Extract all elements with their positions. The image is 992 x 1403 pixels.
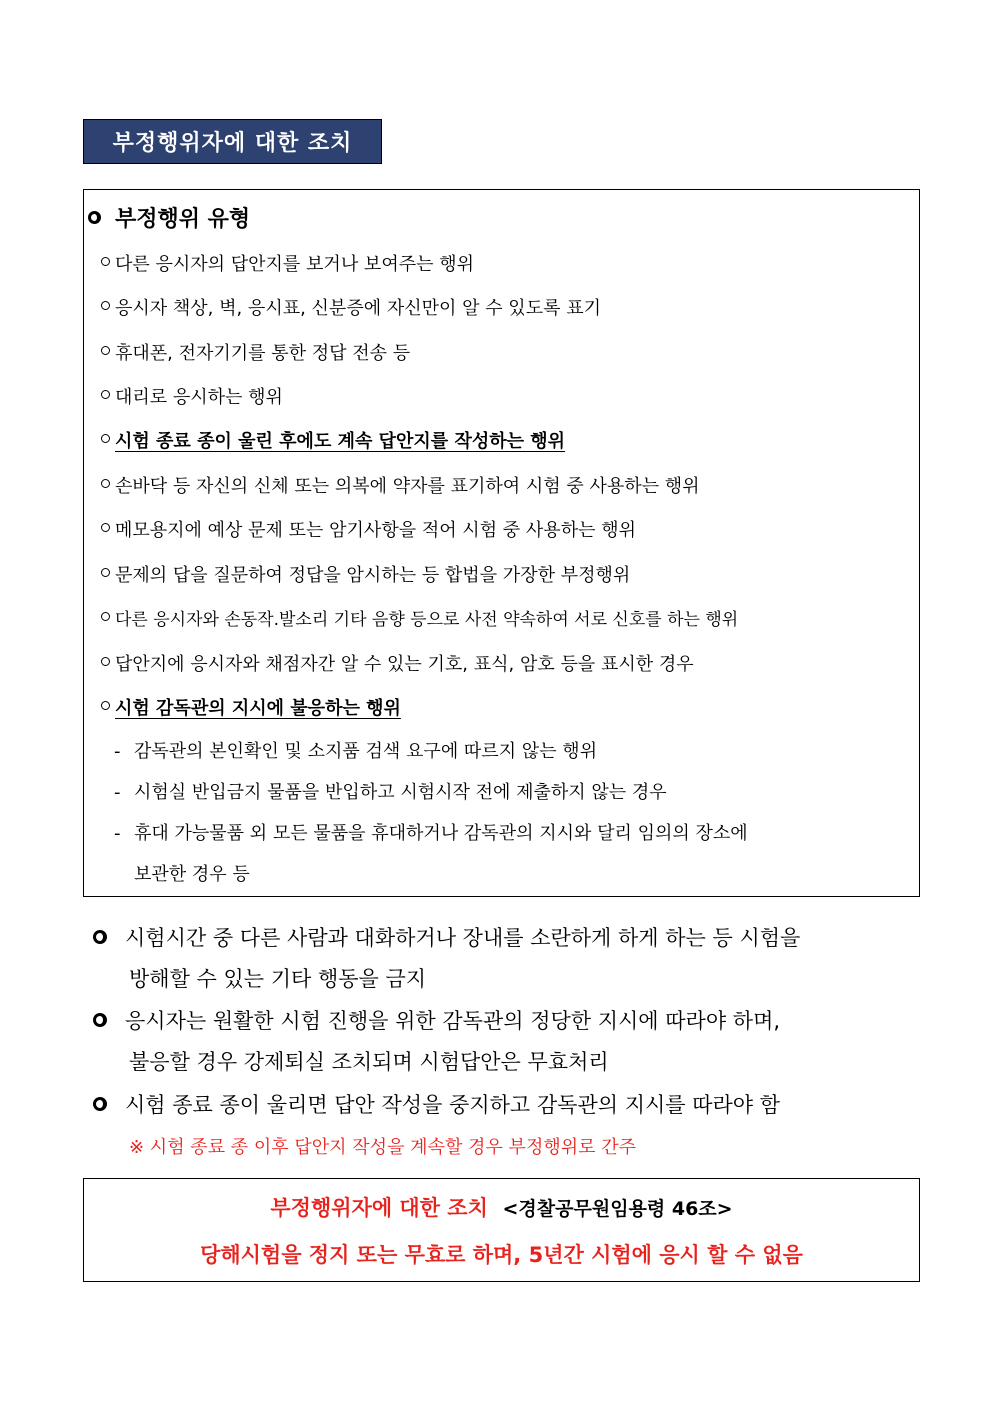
- rule-item: [93, 1089, 780, 1119]
- list-item: [101, 250, 474, 276]
- list-item: [101, 294, 601, 320]
- list-item-text: 시험 종료 종이 울린 후에도 계속 답안지를 작성하는 행위: [115, 431, 566, 452]
- list-item-text: 다른 응시자의 답안지를 보거나 보여주는 행위: [115, 254, 474, 275]
- list-item-text: 다른 응시자와 손동작.발소리 기타 음향 등으로 사전 약속하여 서로 신호를 하는 행위: [115, 610, 739, 630]
- section-heading: [88, 202, 250, 233]
- misconduct-types-box: [83, 189, 920, 897]
- bullet-icon: [101, 701, 110, 710]
- rule-continuation: 불응할 경우 강제퇴실 조치되며 시험답안은 무효처리: [129, 1050, 609, 1074]
- list-item-text: 휴대폰, 전자기기를 통한 정답 전송 등: [115, 343, 411, 364]
- list-item-emphasized: [101, 427, 565, 453]
- penalty-text: 당해시험을 정지 또는 무효로 하며, 5년간 시험에 응시 할 수 없음: [200, 1243, 803, 1267]
- rule-text: 시험시간 중 다른 사람과 대화하거나 장내를 소란하게 하게 하는 등 시험을: [125, 926, 801, 950]
- dash-bullet: -: [114, 741, 121, 762]
- penalty-title: [84, 1192, 919, 1222]
- bullet-icon: [101, 568, 110, 577]
- list-item: [101, 339, 410, 365]
- sub-item: [114, 737, 597, 763]
- rule-text: 시험 종료 종이 울리면 답안 작성을 중지하고 감독관의 지시를 따라야 함: [125, 1093, 781, 1117]
- list-item: [101, 605, 738, 630]
- penalty-box: [83, 1178, 920, 1282]
- penalty-title-text: 부정행위자에 대한 조치: [270, 1196, 488, 1220]
- bullet-icon: [101, 390, 110, 399]
- circle-bullet-icon: [93, 1013, 107, 1027]
- sub-item-text: 시험실 반입금지 물품을 반입하고 시험시작 전에 제출하지 않는 경우: [134, 782, 667, 803]
- page-title: 부정행위자에 대한 조치: [83, 119, 382, 164]
- rule-text: 응시자는 원활한 시험 진행을 위한 감독관의 정당한 지시에 따라야 하며,: [125, 1009, 781, 1033]
- list-item-text: 손바닥 등 자신의 신체 또는 의복에 약자를 표기하여 시험 중 사용하는 행위: [115, 476, 700, 497]
- list-item: [101, 383, 283, 409]
- bullet-icon: [101, 346, 110, 355]
- bullet-icon: [101, 301, 110, 310]
- list-item-text: 응시자 책상, 벽, 응시표, 신분증에 자신만이 알 수 있도록 표기: [115, 298, 601, 319]
- bullet-icon: [101, 479, 110, 488]
- sub-item-text: 감독관의 본인확인 및 소지품 검색 요구에 따르지 않는 행위: [134, 741, 598, 762]
- bullet-icon: [101, 257, 110, 266]
- warning-note: ※ 시험 종료 종 이후 답안지 작성을 계속할 경우 부정행위로 간주: [129, 1137, 636, 1158]
- rule-item: [93, 922, 800, 952]
- sub-item-text: 휴대 가능물품 외 모든 물품을 휴대하거나 감독관의 지시와 달리 임의의 장소에: [134, 823, 748, 844]
- circle-bullet-icon: [93, 930, 107, 944]
- sub-item: [114, 778, 667, 804]
- bullet-icon: [101, 657, 110, 666]
- dash-bullet: -: [114, 823, 121, 844]
- list-item-emphasized: [101, 694, 401, 720]
- circle-bullet-icon: [93, 1097, 107, 1111]
- bullet-icon: [101, 434, 110, 443]
- list-item-text: 문제의 답을 질문하여 정답을 암시하는 등 합법을 가장한 부정행위: [115, 565, 631, 586]
- circle-bullet-icon: [88, 211, 101, 224]
- legal-reference: <경찰공무원임용령 46조>: [502, 1198, 733, 1220]
- bullet-icon: [101, 523, 110, 532]
- list-item-text: 답안지에 응시자와 채점자간 알 수 있는 기호, 표식, 암호 등을 표시한 경우: [115, 654, 694, 675]
- rule-item: [93, 1005, 780, 1035]
- list-item: [101, 516, 636, 542]
- list-item-text: 메모용지에 예상 문제 또는 암기사항을 적어 시험 중 사용하는 행위: [115, 520, 636, 541]
- sub-item: [114, 819, 748, 845]
- dash-bullet: -: [114, 782, 121, 803]
- rule-continuation: 방해할 수 있는 기타 행동을 금지: [129, 967, 427, 991]
- list-item-text: 대리로 응시하는 행위: [115, 387, 283, 408]
- section-heading-text: 부정행위 유형: [115, 207, 251, 232]
- bullet-icon: [101, 612, 110, 621]
- list-item: [101, 561, 630, 587]
- list-item: [101, 650, 694, 676]
- list-item: [101, 472, 700, 498]
- sub-item-continuation: 보관한 경우 등: [134, 864, 250, 885]
- list-item-text: 시험 감독관의 지시에 불응하는 행위: [115, 698, 401, 719]
